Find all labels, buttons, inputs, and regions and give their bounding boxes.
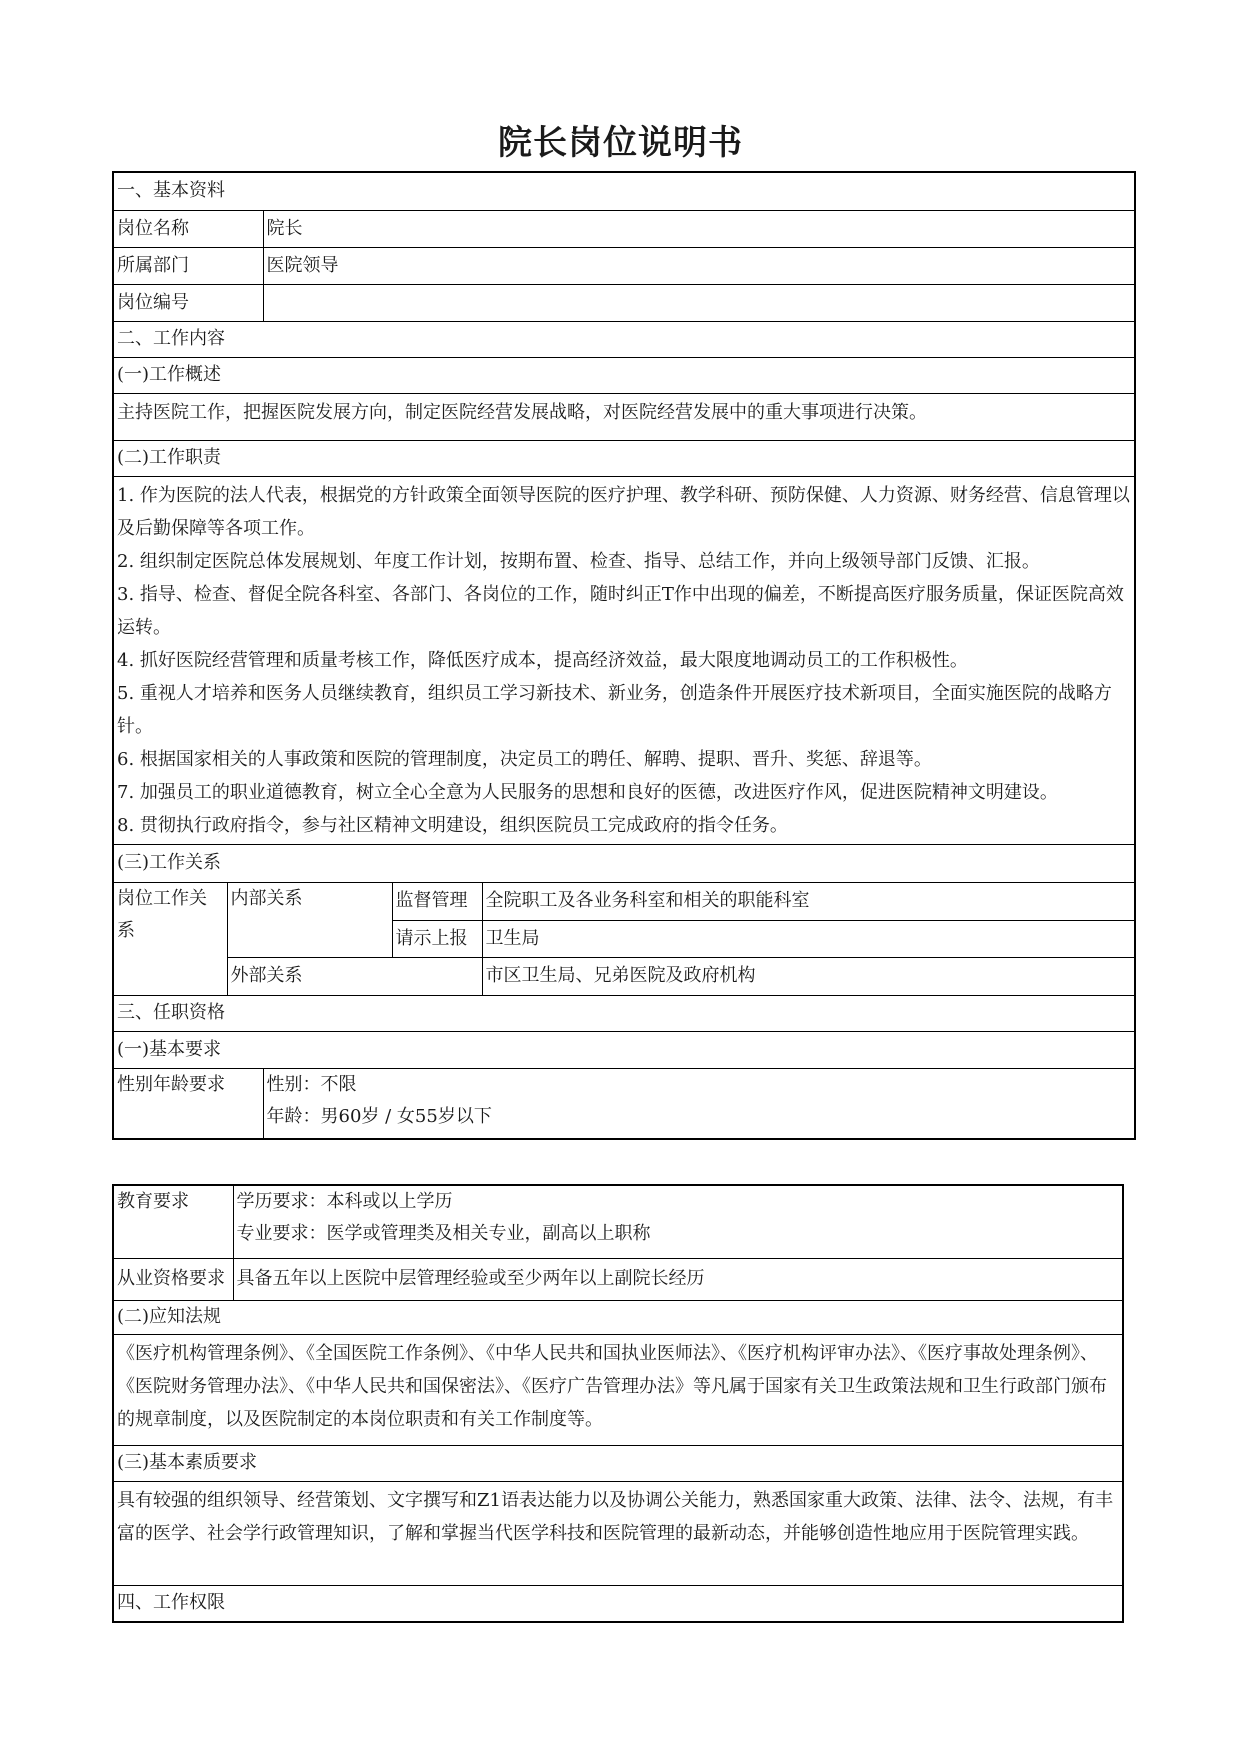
laws-text: 《医疗机构管理条例》、《全国医院工作条例》、《中华人民共和国执业医师法》、《医疗机构评审办法》、《医疗事故处理条例》、《医院财务管理办法》、《中华人民共和国保密法》、《医疗广告管理办法》等凡属于国家有关卫生政策法规和卫生行政部门颁布的规章制度，以及医院制定的本岗位职责和有关工作制度等。	[113, 1334, 1123, 1445]
age-requirement: 年龄：男60岁 / 女55岁以下	[266, 1105, 492, 1127]
gender-age-value	[263, 1068, 1135, 1139]
subheading-basic-quality: (三)基本素质要求	[113, 1445, 1123, 1481]
supervise-label: 监督管理	[392, 882, 482, 920]
external-relations-label: 外部关系	[227, 957, 482, 995]
internal-relations-label: 内部关系	[227, 882, 392, 957]
major-requirement: 专业要求：医学或管理类及相关专业，副高以上职称	[236, 1223, 651, 1244]
job-description-table-page1	[112, 171, 1136, 1140]
relations-label: 岗位工作关系	[113, 882, 227, 995]
department-label: 所属部门	[113, 247, 263, 284]
report-value: 卫生局	[482, 920, 1135, 957]
job-description-table-page2	[112, 1184, 1124, 1623]
subheading-work-overview: (一)工作概述	[113, 357, 1135, 393]
page-title: 院长岗位说明书	[498, 123, 743, 163]
work-overview-text: 主持医院工作，把握医院发展方向，制定医院经营发展战略，对医院经营发展中的重大事项进行决策。	[113, 393, 1135, 440]
basic-quality-text: 具有较强的组织领导、经营策划、文字撰写和Z1语表达能力以及协调公关能力，熟悉国家重大政策、法律、法令、法规，有丰富的医学、社会学行政管理知识，了解和掌握当代医学科技和医院管理的最新动态，并能够创造性地应用于医院管理实践。	[113, 1481, 1123, 1585]
section-heading-basic-info: 一、基本资料	[113, 172, 1135, 210]
section-heading-work-content: 二、工作内容	[113, 321, 1135, 357]
degree-requirement: 学历要求：本科或以上学历	[236, 1191, 453, 1212]
education-label: 教育要求	[113, 1185, 233, 1258]
duty-item: 7. 加强员工的职业道德教育，树立全心全意为人民服务的思想和良好的医德，改进医疗作风，促进医院精神文明建设。	[117, 781, 1058, 803]
subheading-work-duties: (二)工作职责	[113, 440, 1135, 476]
position-code-label: 岗位编号	[113, 284, 263, 321]
subheading-work-relations: (三)工作关系	[113, 844, 1135, 882]
qualification-label: 从业资格要求	[113, 1258, 233, 1300]
position-name-value: 院长	[263, 210, 1135, 247]
duty-item: 1. 作为医院的法人代表，根据党的方针政策全面领导医院的医疗护理、教学科研、预防保健、人力资源、财务经营、信息管理以及后勤保障等各项工作。	[117, 484, 1130, 539]
education-value	[233, 1185, 1123, 1258]
section-heading-work-authority: 四、工作权限	[113, 1585, 1123, 1622]
report-label: 请示上报	[392, 920, 482, 957]
subheading-laws: (二)应知法规	[113, 1300, 1123, 1334]
duty-item: 8. 贯彻执行政府指令，参与社区精神文明建设，组织医院员工完成政府的指令任务。	[117, 814, 788, 836]
work-duties-list	[113, 476, 1135, 844]
department-value: 医院领导	[263, 247, 1135, 284]
duty-item: 5. 重视人才培养和医务人员继续教育，组织员工学习新技术、新业务，创造条件开展医疗技术新项目，全面实施医院的战略方针。	[117, 682, 1112, 737]
position-name-label: 岗位名称	[113, 210, 263, 247]
position-code-value	[263, 284, 1135, 321]
duty-item: 6. 根据国家相关的人事政策和医院的管理制度，决定员工的聘任、解聘、提职、晋升、奖惩、辞退等。	[117, 748, 932, 770]
gender-requirement: 性别：不限	[266, 1073, 357, 1095]
section-heading-qualifications: 三、任职资格	[113, 995, 1135, 1031]
supervise-value: 全院职工及各业务科室和相关的职能科室	[482, 882, 1135, 920]
duty-item: 2. 组织制定医院总体发展规划、年度工作计划，按期布置、检查、指导、总结工作，并向上级领导部门反馈、汇报。	[117, 550, 1040, 572]
external-relations-value: 市区卫生局、兄弟医院及政府机构	[482, 957, 1135, 995]
qualification-value: 具备五年以上医院中层管理经验或至少两年以上副院长经历	[233, 1258, 1123, 1300]
gender-age-label: 性别年龄要求	[113, 1068, 263, 1139]
duty-item: 4. 抓好医院经营管理和质量考核工作，降低医疗成本，提高经济效益，最大限度地调动员工的工作积极性。	[117, 649, 968, 671]
duty-item: 3. 指导、检查、督促全院各科室、各部门、各岗位的工作，随时纠正T作中出现的偏差，不断提高医疗服务质量，保证医院高效运转。	[117, 583, 1124, 638]
subheading-basic-requirements: (一)基本要求	[113, 1031, 1135, 1068]
